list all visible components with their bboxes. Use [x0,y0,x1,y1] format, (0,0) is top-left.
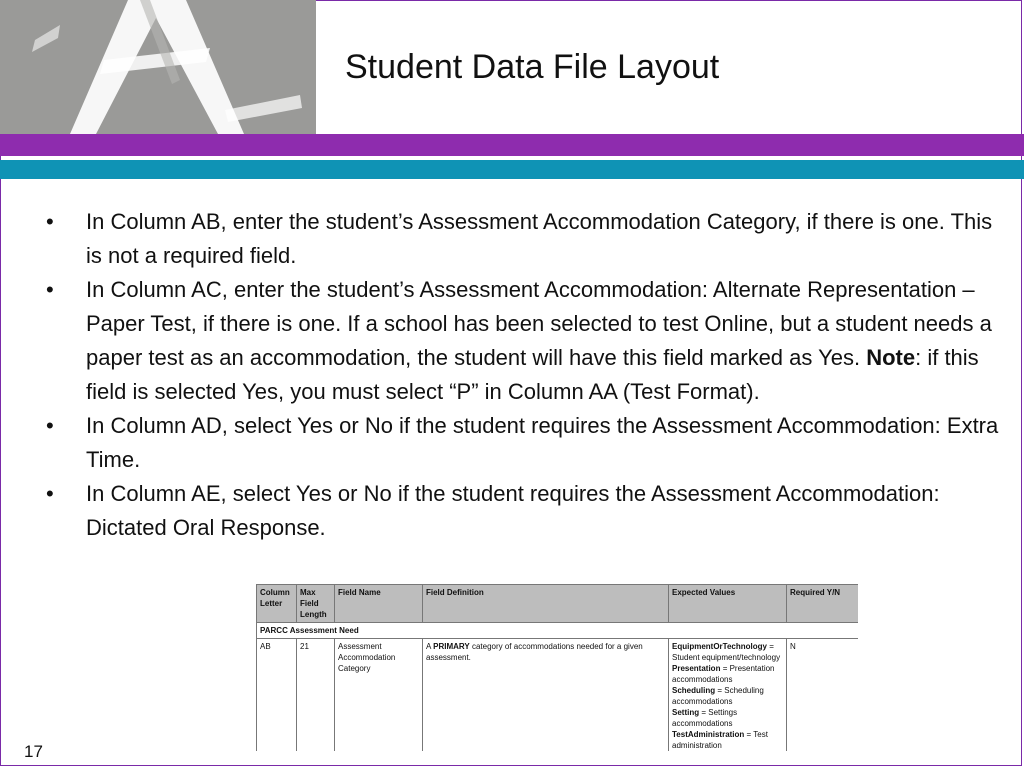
column-header: Required Y/N [787,585,859,623]
column-header: Column Letter [257,585,297,623]
list-item [40,205,1000,273]
expected-value [672,685,783,707]
bullet-text: In Column AB, enter the student’s Assessment Accommodation Category, if there is one. This is not a required field. [86,209,993,268]
cell-field-name: Assessment Accommodation Category [335,639,423,752]
cell-column-letter: AB [257,639,297,752]
table-header-row [257,585,859,623]
expected-value-desc: = Settings accommodations [672,708,738,728]
bullet-icon: • [46,413,54,438]
column-header: Expected Values [669,585,787,623]
bullet-list [40,205,1000,545]
cell-expected-values [669,639,787,752]
expected-value-desc: = Scheduling accommodations [672,686,764,706]
page-title: Student Data File Layout [345,48,720,86]
letter-a-logo-icon [0,0,316,134]
table-section-row [257,623,859,639]
definition-emphasis: PRIMARY [433,642,470,651]
cell-required: N [787,639,859,752]
bullet-icon: • [46,481,54,506]
expected-value-desc: = Presentation accommodations [672,664,775,684]
column-header: Field Definition [423,585,669,623]
bullet-text-continued: : if this field is selected Yes, you must select “P” in Column AA (Test Format). [86,345,979,404]
header-divider-teal [0,160,1024,179]
slide-number: 17 [24,742,43,761]
expected-value [672,729,783,751]
cell-max-length: 21 [297,639,335,752]
table-row [257,639,859,752]
column-header: Max Field Length [297,585,335,623]
logo-box [0,0,316,134]
expected-value-key: Setting [672,708,700,717]
expected-value-key: Scheduling [672,686,716,695]
bullet-icon: • [46,209,54,234]
list-item [40,477,1000,545]
column-header: Field Name [335,585,423,623]
header-divider-purple [0,134,1024,156]
bullet-text: In Column AD, select Yes or No if the student requires the Assessment Accommodation: Extra Time. [86,413,999,472]
expected-value-desc: = Student equipment/technology [672,642,781,662]
expected-value-key: EquipmentOrTechnology [672,642,767,651]
definition-text-continued: category of accommodations needed for a given assessment. [426,642,643,662]
cell-field-definition [423,639,669,752]
list-item [40,409,1000,477]
note-label: Note [866,345,916,370]
expected-value-key: Presentation [672,664,721,673]
data-layout-table-image [256,584,858,751]
expected-value [672,641,783,663]
expected-value [672,707,783,729]
definition-text: A [426,642,434,651]
list-item [40,273,1000,409]
bullet-text: In Column AC, enter the student’s Assessment Accommodation: Alternate Representation – Paper Test, if there is one. If a school has been selected to test Online, but a student needs a paper test as an accommodation, the student will have this field marked as Yes. [86,277,992,370]
expected-value-desc: = Test administration [672,730,768,750]
section-label: PARCC Assessment Need [257,623,859,639]
data-layout-table [256,584,858,751]
expected-value-key: TestAdministration [672,730,745,739]
expected-value [672,663,783,685]
bullet-text: In Column AE, select Yes or No if the student requires the Assessment Accommodation: Dictated Oral Response. [86,481,940,540]
bullet-icon: • [46,277,54,302]
